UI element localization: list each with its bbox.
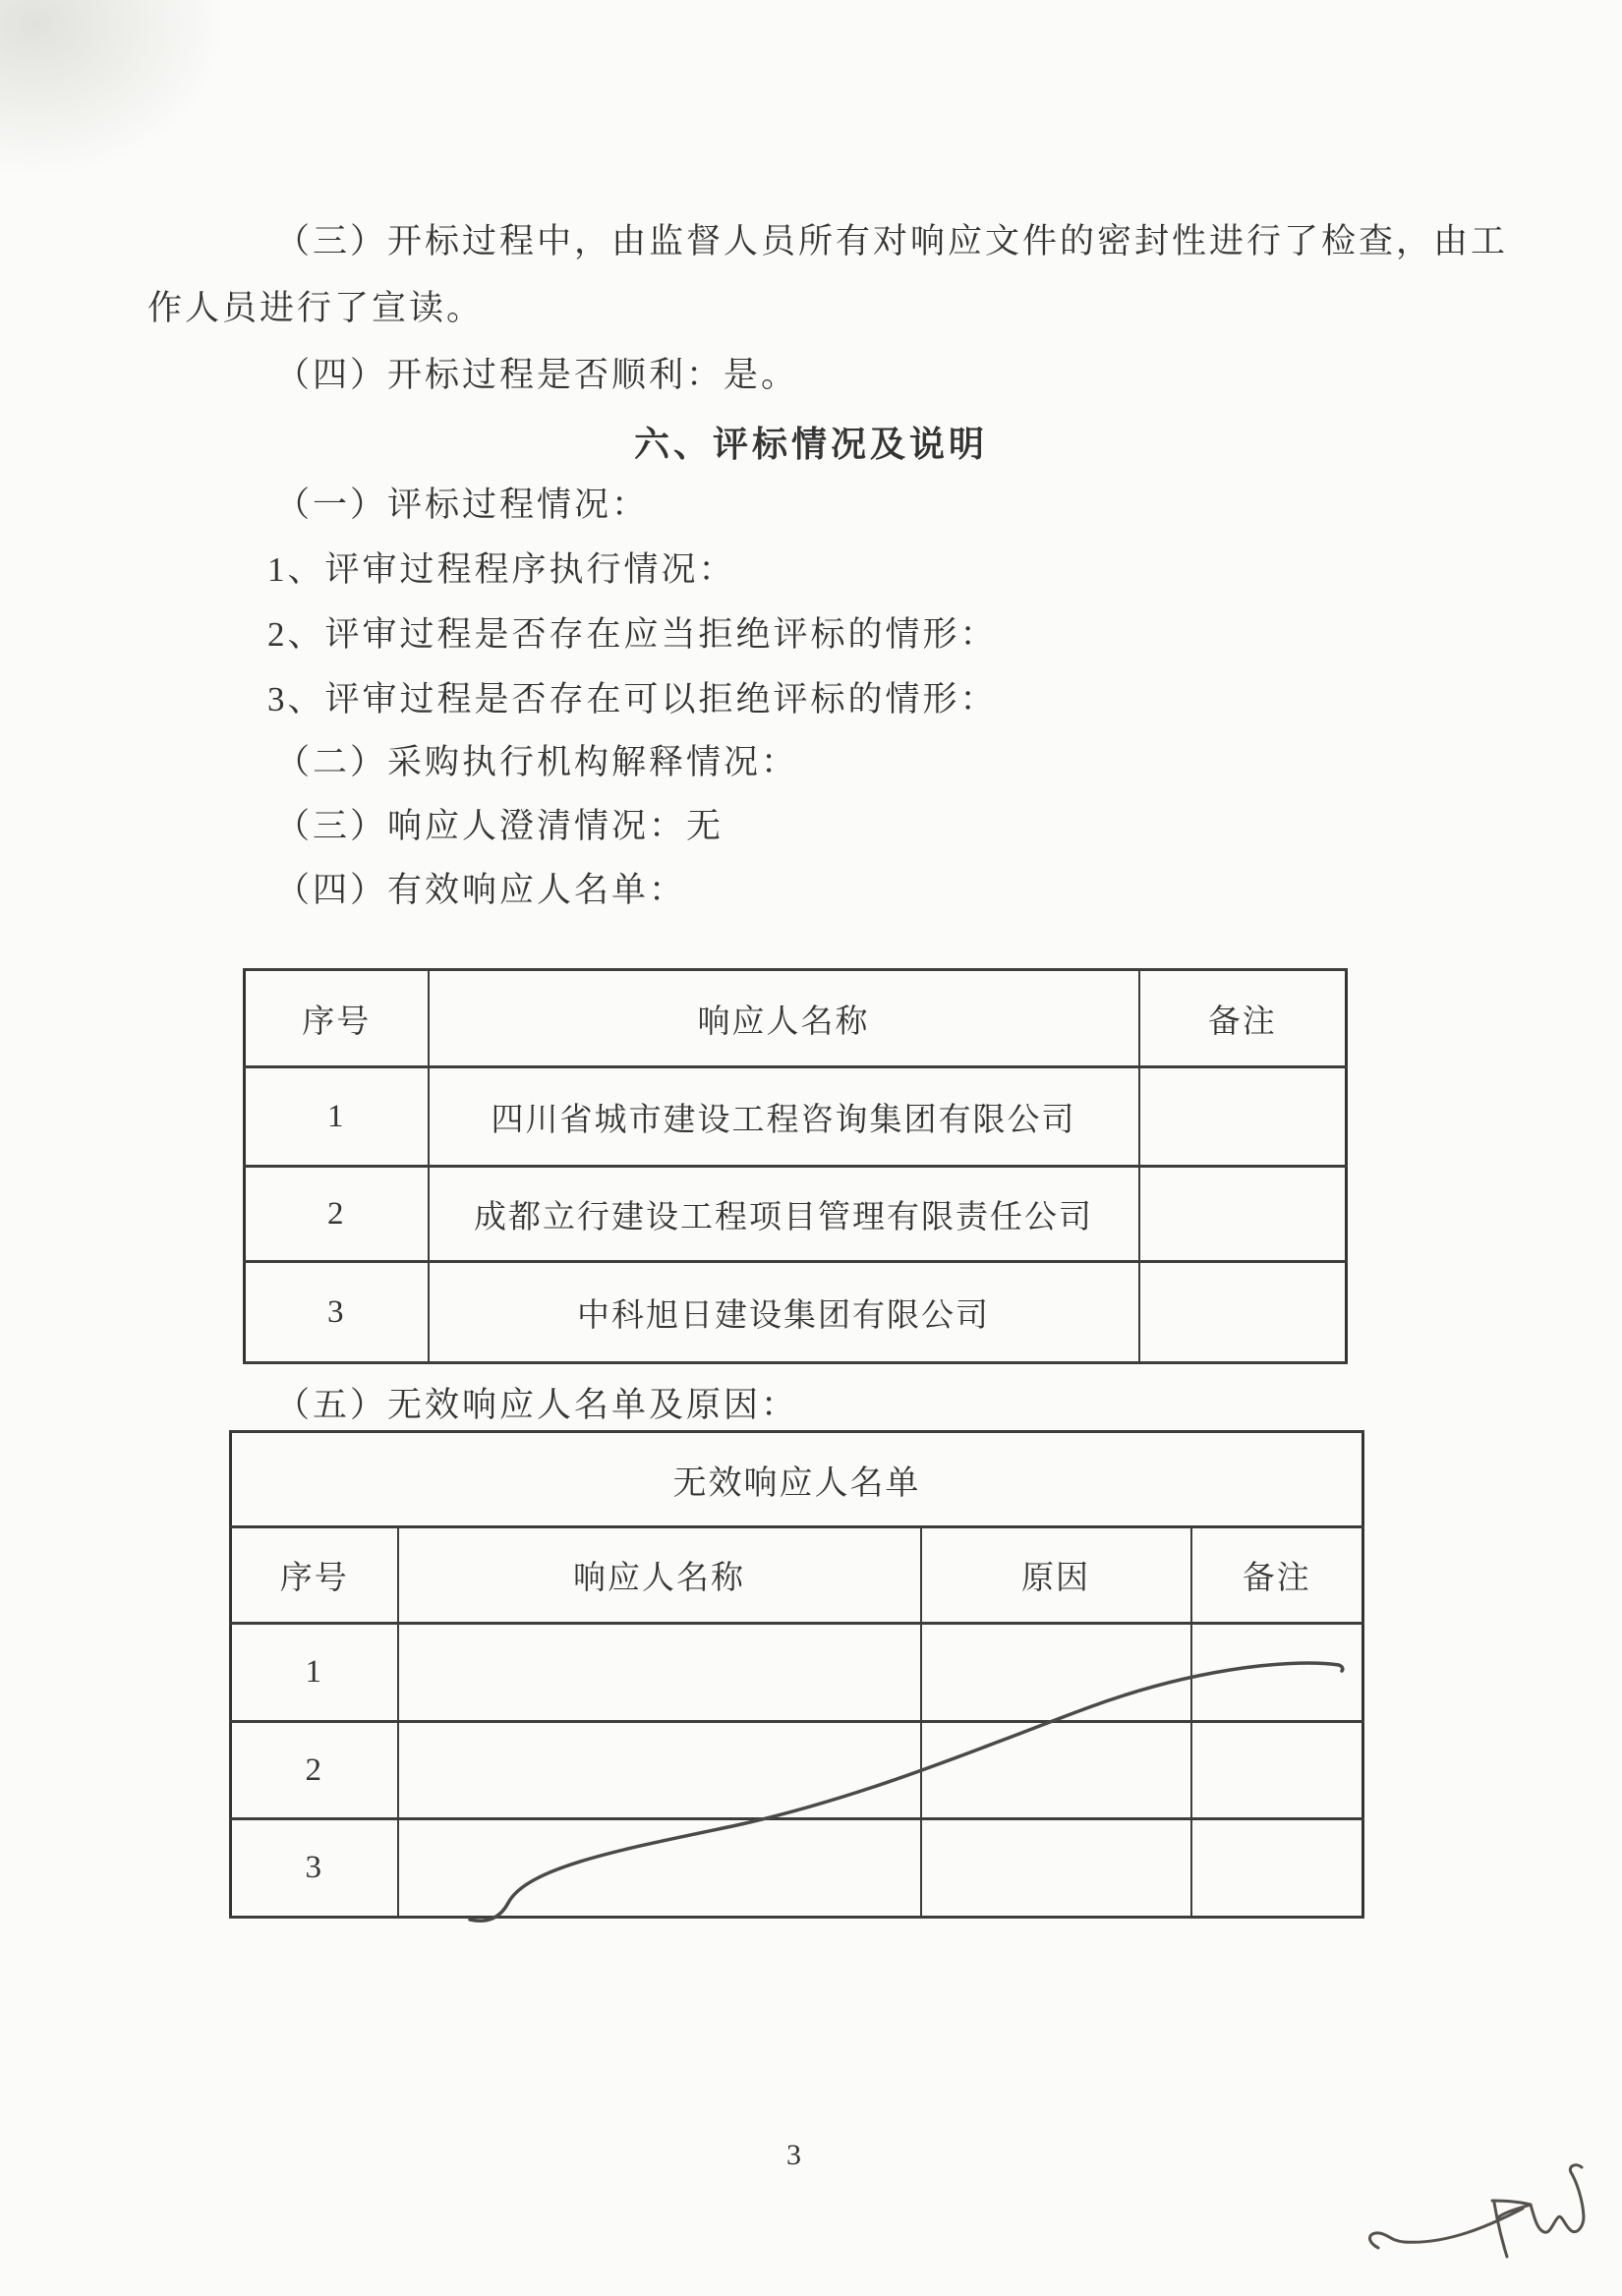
cell-name: 四川省城市建设工程咨询集团有限公司 — [429, 1067, 1139, 1167]
table-row — [245, 1067, 1347, 1167]
invalid-responders-table — [229, 1430, 1364, 1919]
cell-note — [1191, 1819, 1363, 1918]
cell-no: 2 — [231, 1722, 398, 1819]
cell-no: 3 — [231, 1819, 398, 1918]
cell-name — [398, 1624, 921, 1722]
col-header-reason: 原因 — [921, 1527, 1191, 1624]
page-number: 3 — [786, 2139, 801, 2171]
cell-name — [398, 1722, 921, 1819]
cell-no: 2 — [245, 1167, 429, 1262]
cell-name: 成都立行建设工程项目管理有限责任公司 — [429, 1167, 1139, 1262]
numbered-item-1: 1、评审过程程序执行情况： — [267, 550, 736, 589]
cell-no: 1 — [245, 1067, 429, 1167]
subsection-1: （一）评标过程情况： — [275, 486, 650, 524]
cell-name: 中科旭日建设集团有限公司 — [429, 1262, 1139, 1363]
subsection-3: （三）响应人澄清情况：无 — [275, 807, 724, 845]
col-header-note: 备注 — [1139, 970, 1347, 1067]
cell-reason — [921, 1819, 1191, 1918]
subsection-2: （二）采购执行机构解释情况： — [275, 743, 799, 781]
col-header-name: 响应人名称 — [429, 970, 1139, 1067]
valid-responders-table — [243, 968, 1348, 1364]
table-row — [245, 1262, 1347, 1363]
invalid-table-title: 无效响应人名单 — [231, 1432, 1363, 1527]
col-header-name: 响应人名称 — [398, 1527, 921, 1624]
cell-no: 1 — [231, 1624, 398, 1722]
numbered-item-3: 3、评审过程是否存在可以拒绝评标的情形： — [267, 680, 998, 718]
cell-name — [398, 1819, 921, 1918]
para-seal-check-line1: （三）开标过程中，由监督人员所有对响应文件的密封性进行了检查，由工 — [275, 222, 1509, 260]
table-row — [231, 1722, 1363, 1819]
para-open-smooth: （四）开标过程是否顺利：是。 — [275, 356, 799, 394]
table-title-row — [231, 1432, 1363, 1527]
cell-note — [1139, 1167, 1347, 1262]
cell-no: 3 — [245, 1262, 429, 1363]
col-header-no: 序号 — [245, 970, 429, 1067]
table-row — [245, 1167, 1347, 1262]
col-header-no: 序号 — [231, 1527, 398, 1624]
table-header-row — [245, 970, 1347, 1067]
section-heading: 六、评标情况及说明 — [633, 425, 988, 464]
cell-note — [1191, 1624, 1363, 1722]
table-header-row — [231, 1527, 1363, 1624]
table-row — [231, 1819, 1363, 1918]
para-seal-check-line2: 作人员进行了宣读。 — [147, 289, 485, 327]
subsection-4: （四）有效响应人名单： — [275, 871, 687, 909]
cell-note — [1139, 1067, 1347, 1167]
table-row — [231, 1624, 1363, 1722]
scan-artifact-corner — [0, 0, 226, 177]
col-header-note: 备注 — [1191, 1527, 1363, 1624]
numbered-item-2: 2、评审过程是否存在应当拒绝评标的情形： — [267, 615, 998, 654]
cell-note — [1139, 1262, 1347, 1363]
cell-note — [1191, 1722, 1363, 1819]
cell-reason — [921, 1624, 1191, 1722]
subsection-5: （五）无效响应人名单及原因： — [275, 1386, 799, 1424]
cell-reason — [921, 1722, 1191, 1819]
